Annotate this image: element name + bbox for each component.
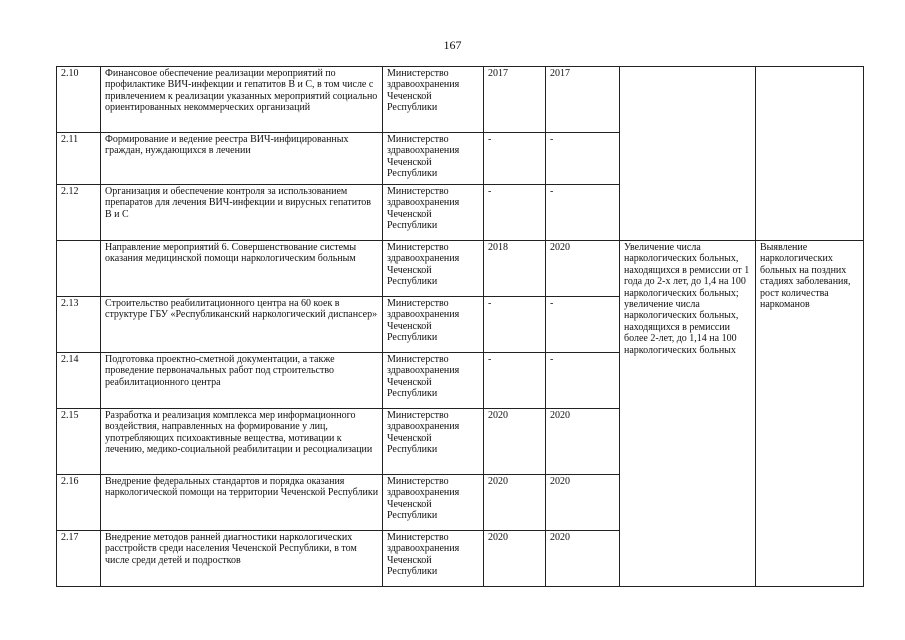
action-text: Подготовка проектно-сметной документации, а также проведение первоначальных работ под строительство реабилитационного центра [101, 353, 383, 409]
action-text: Внедрение методов ранней диагностики наркологических расстройств среди населения Чеченской Республики, в том числе среди детей и подростков [101, 531, 383, 587]
table-row [57, 67, 864, 133]
measures-table [56, 66, 864, 587]
section-heading-row [57, 241, 864, 297]
row-number: 2.11 [57, 133, 101, 185]
executor-text: Министерство здравоохранения Чеченской Республики [383, 297, 484, 353]
row-number [57, 241, 101, 297]
end-year: 2020 [546, 409, 620, 475]
end-year: 2020 [546, 531, 620, 587]
action-text: Внедрение федеральных стандартов и порядка оказания наркологической помощи на территории Чеченской Республики [101, 475, 383, 531]
action-text: Формирование и ведение реестра ВИЧ-инфицированных граждан, нуждающихся в лечении [101, 133, 383, 185]
start-year: 2020 [484, 531, 546, 587]
indicator-cell-empty [620, 67, 756, 241]
start-year: - [484, 353, 546, 409]
page-number: 167 [443, 38, 462, 52]
executor-text: Министерство здравоохранения Чеченской Республики [383, 531, 484, 587]
executor-text: Министерство здравоохранения Чеченской Республики [383, 409, 484, 475]
row-number: 2.14 [57, 353, 101, 409]
end-year: 2017 [546, 67, 620, 133]
row-number: 2.15 [57, 409, 101, 475]
action-text: Строительство реабилитационного центра на 60 коек в структуре ГБУ «Республиканский наркологический диспансер» [101, 297, 383, 353]
executor-text: Министерство здравоохранения Чеченской Республики [383, 133, 484, 185]
action-text: Финансовое обеспечение реализации мероприятий по профилактике ВИЧ-инфекции и гепатитов В и С, в том числе с привлечением к реализации указанных мероприятий социально ориентированных некоммерческих организаций [101, 67, 383, 133]
expected-result: Выявление наркологических больных на поздних стадиях заболевания, рост количества наркоманов [756, 241, 864, 587]
start-year: 2020 [484, 475, 546, 531]
start-year: - [484, 133, 546, 185]
start-year: 2020 [484, 409, 546, 475]
start-year: 2017 [484, 67, 546, 133]
result-cell-empty [756, 67, 864, 241]
row-number: 2.13 [57, 297, 101, 353]
end-year: - [546, 133, 620, 185]
end-year: - [546, 185, 620, 241]
executor-text: Министерство здравоохранения Чеченской Республики [383, 67, 484, 133]
executor-text: Министерство здравоохранения Чеченской Республики [383, 241, 484, 297]
start-year: - [484, 185, 546, 241]
executor-text: Министерство здравоохранения Чеченской Республики [383, 353, 484, 409]
action-text: Разработка и реализация комплекса мер информационного воздействия, направленных на формирование у лиц, употребляющих психоактивные вещества, мотивации к лечению, медико-социальной реабилитации и ресоциализации [101, 409, 383, 475]
end-year: 2020 [546, 241, 620, 297]
row-number: 2.16 [57, 475, 101, 531]
row-number: 2.17 [57, 531, 101, 587]
executor-text: Министерство здравоохранения Чеченской Республики [383, 475, 484, 531]
end-year: - [546, 297, 620, 353]
row-number: 2.12 [57, 185, 101, 241]
expected-indicator: Увеличение числа наркологических больных, находящихся в ремиссии от 1 года до 2-х лет, до 1,4 на 100 наркологических больных; увеличение числа наркологических больных, находящихся в ремиссии более 2-лет, до 1,14 на 100 наркологических больных [620, 241, 756, 587]
action-text: Организация и обеспечение контроля за использованием препаратов для лечения ВИЧ-инфекции и вирусных гепатитов В и С [101, 185, 383, 241]
start-year: - [484, 297, 546, 353]
start-year: 2018 [484, 241, 546, 297]
executor-text: Министерство здравоохранения Чеченской Республики [383, 185, 484, 241]
row-number: 2.10 [57, 67, 101, 133]
end-year: 2020 [546, 475, 620, 531]
end-year: - [546, 353, 620, 409]
section-title: Направление мероприятий 6. Совершенствование системы оказания медицинской помощи наркологическим больным [101, 241, 383, 297]
